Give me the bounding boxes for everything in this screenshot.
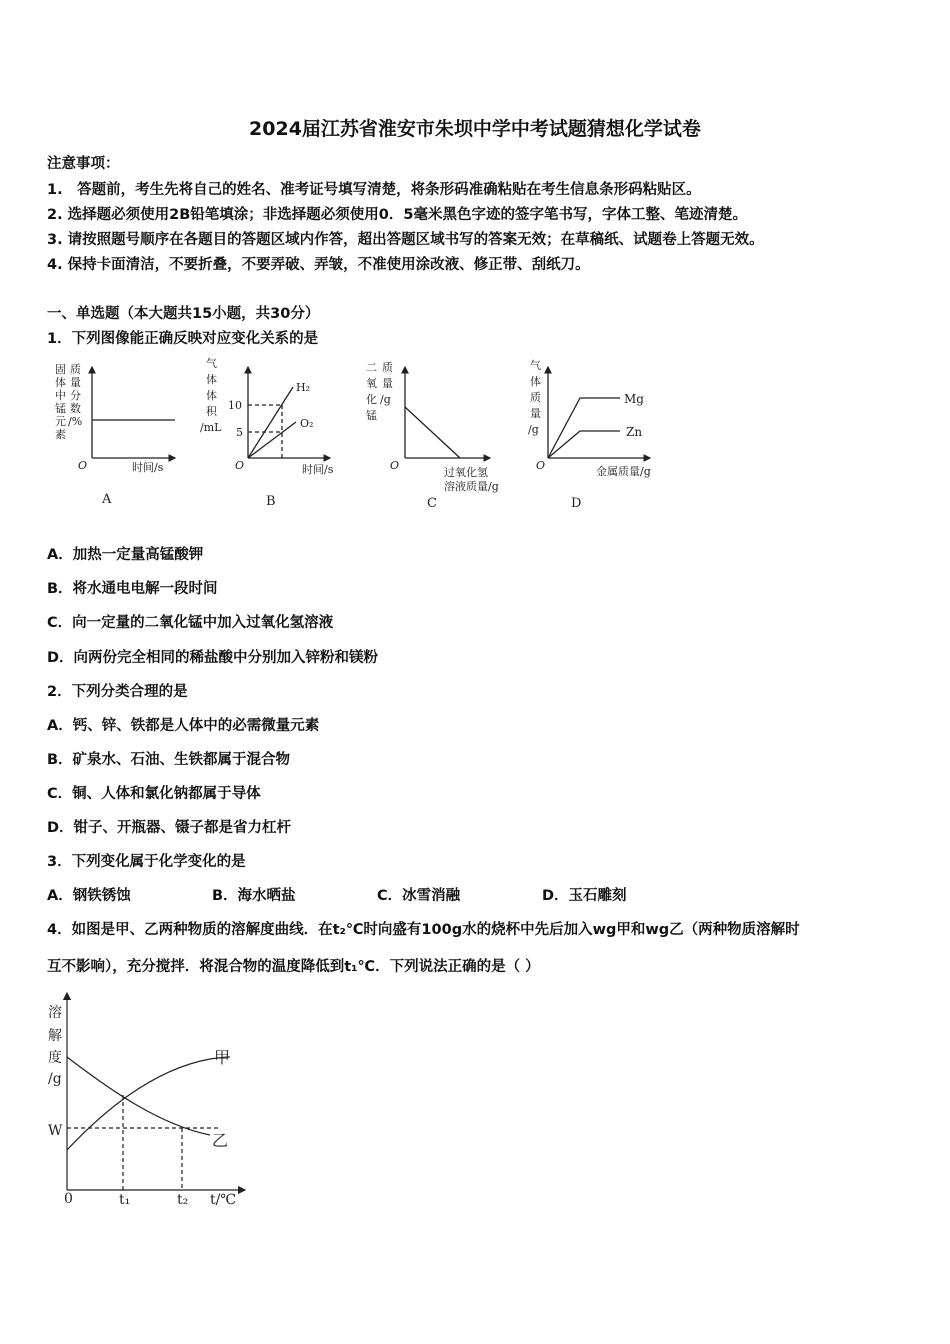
question-2-stem: 2．下列分类合理的是 [47,684,188,700]
svg-text:金属质量/g: 金属质量/g [596,465,651,478]
svg-text:体: 体 [206,389,217,402]
question-3-stem: 3．下列变化属于化学变化的是 [47,854,246,870]
svg-text:量: 量 [70,376,81,389]
graph-a-labels [55,362,164,507]
svg-text:时间/s: 时间/s [132,461,164,474]
svg-text:O: O [536,459,546,472]
option: B．矿泉水、石油、生铁都属于混合物 [47,752,291,768]
svg-text:甲: 甲 [214,1048,231,1067]
svg-text:/g: /g [48,1071,62,1087]
svg-text:B: B [266,494,276,509]
svg-text:O: O [235,459,245,472]
svg-text:质: 质 [382,361,393,374]
svg-text:H₂: H₂ [296,381,311,394]
page-title: 2024届江苏省淮安市朱坝中学中考试题猜想化学试卷 [249,118,701,140]
svg-text:积: 积 [206,405,217,418]
svg-text:0: 0 [64,1191,73,1207]
svg-text:量: 量 [382,377,393,390]
svg-text:气: 气 [206,357,217,370]
svg-text:10: 10 [228,399,242,412]
svg-text:乙: 乙 [212,1131,229,1150]
svg-text:锰: 锰 [366,409,377,422]
graph-b-labels [200,356,334,509]
svg-text:t/℃: t/℃ [210,1192,237,1208]
svg-text:t₂: t₂ [177,1192,189,1208]
notice-item: 3. 请按照题号顺序在各题目的答题区域内作答，超出答题区域书写的答案无效；在草稿纸、试题卷上答题无效。 [47,232,764,248]
option: A．钢铁锈蚀 [47,888,131,904]
svg-text:体: 体 [206,373,217,386]
option: B．将水通电电解一段时间 [47,581,218,597]
svg-text:时间/s: 时间/s [302,463,334,476]
svg-text:化: 化 [366,393,377,406]
section-heading: 一、单选题（本大题共15小题，共30分） [47,306,320,322]
svg-text:解: 解 [48,1028,62,1044]
question-1-graphs [40,355,680,515]
svg-text:质: 质 [530,391,541,404]
svg-text:素: 素 [55,428,66,441]
svg-text:数: 数 [70,402,81,415]
svg-text:O₂: O₂ [300,417,314,430]
svg-text:D: D [571,496,582,511]
svg-text:体: 体 [55,376,66,389]
svg-text:溶: 溶 [48,1005,62,1021]
svg-text:锰: 锰 [55,402,66,415]
option: C．铜、人体和氯化钠都属于导体 [47,786,261,802]
svg-text:/g: /g [380,393,391,406]
notice-item: 2. 选择题必须使用2B铅笔填涂；非选择题必须使用0．5毫米黑色字迹的签字笔书写，字体工整、笔迹清楚。 [47,207,747,223]
svg-text:气: 气 [530,359,541,372]
option: C．冰雪消融 [377,888,461,904]
svg-text:Zn: Zn [626,425,643,439]
question-4-stem: 4．如图是甲、乙两种物质的溶解度曲线．在t₂℃时向盛有100g水的烧杯中先后加入wg甲和wg乙（两种物质溶解时 [47,922,800,938]
option: D．玉石雕刻 [542,888,627,904]
svg-text:体: 体 [530,375,541,388]
svg-text:固: 固 [55,363,66,376]
svg-text:/g: /g [528,423,539,436]
svg-text:量: 量 [530,407,541,420]
svg-text:中: 中 [55,389,66,402]
svg-text:t₁: t₁ [119,1192,131,1208]
svg-text:溶液质量/g: 溶液质量/g [444,480,499,493]
notice-item: 4. 保持卡面清洁，不要折叠，不要弄破、弄皱，不准使用涂改液、修正带、刮纸刀。 [47,257,590,273]
svg-text:A: A [102,492,112,507]
curve-yi [67,1057,210,1135]
svg-text:W: W [48,1123,63,1139]
curve-jia [67,1057,230,1150]
option: C．向一定量的二氧化锰中加入过氧化氢溶液 [47,615,334,631]
svg-text:质: 质 [70,363,81,376]
option: A．加热一定量高锰酸钾 [47,547,204,563]
svg-text:Mg: Mg [624,392,644,406]
graph-c-labels [366,360,499,511]
option: B．海水晒盐 [212,888,296,904]
option: D．向两份完全相同的稀盐酸中分别加入锌粉和镁粉 [47,650,379,666]
svg-text:O: O [78,459,88,472]
graph-d-labels [528,358,651,511]
notice-item: 1. 答题前，考生先将自己的姓名、准考证号填写清楚，将条形码准确粘贴在考生信息条形码粘贴区。 [47,182,701,198]
question-3-options [47,884,707,905]
notice-heading: 注意事项： [47,156,120,172]
svg-text:分: 分 [70,389,81,402]
svg-text:C: C [427,496,437,511]
svg-text:元: 元 [55,415,66,428]
solubility-curve-graph [40,985,260,1215]
svg-text:度: 度 [48,1050,62,1066]
question-4-stem-cont: 互不影响），充分搅拌．将混合物的温度降低到t₁℃．下列说法正确的是（ ） [47,959,540,975]
svg-text:O: O [390,459,400,472]
svg-text:氧: 氧 [366,377,377,390]
option: A．钙、锌、铁都是人体中的必需微量元素 [47,718,320,734]
svg-text:5: 5 [236,426,243,439]
option: D．钳子、开瓶器、镊子都是省力杠杆 [47,820,292,836]
svg-text:/%: /% [68,415,83,428]
svg-text:过氧化氢: 过氧化氢 [444,466,488,479]
svg-text:/mL: /mL [200,421,222,434]
question-1-stem: 1．下列图像能正确反映对应变化关系的是 [47,331,319,347]
svg-text:二: 二 [366,361,377,374]
